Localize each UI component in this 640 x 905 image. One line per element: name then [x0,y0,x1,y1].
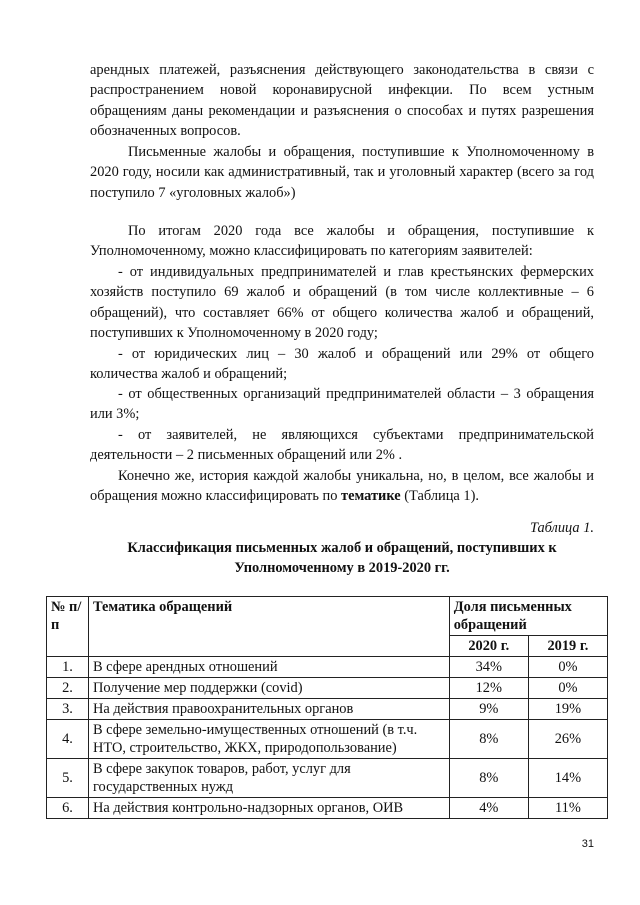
row-number: 1. [47,657,89,678]
row-value-2020: 4% [449,798,528,819]
table-header-row [47,597,608,636]
table-caption: Таблица 1. [530,520,594,536]
header-share: Доля письменных обращений [449,597,607,636]
paragraph-text: Конечно же, история каждой жалобы уникальна, но, в целом, все жалобы и обращения можно классифицировать по [90,468,594,505]
row-topic: В сфере земельно-имущественных отношений (в т.ч. НТО, строительство, ЖКХ, природопользование) [88,720,449,759]
list-item-legal-entities: - от юридических лиц – 30 жалоб и обращений или 29% от общего количества жалоб и обращений; [90,346,594,383]
paragraph-oral-requests: арендных платежей, разъяснения действующего законодательства в связи с распространением новой коронавирусной инфекции. По всем устным обращениям даны рекомендации и разъяснения о способах и путях разрешения обозначенных вопросов. [90,62,594,140]
table-row [47,678,608,699]
row-number: 6. [47,798,89,819]
list-item-public-organizations: - от общественных организаций предпринимателей области – 3 обращения или 3%; [90,386,594,423]
list-item-entrepreneurs: - от индивидуальных предпринимателей и глав крестьянских фермерских хозяйств поступило 69 жалоб и обращений (в том числе коллективные – 6 обращений), что составляет 66% от общего количества жалоб и обращений, поступивших к Уполномоченному в 2020 году; [90,264,594,342]
header-number: № п/п [47,597,89,657]
row-value-2020: 8% [449,720,528,759]
table-row [47,720,608,759]
table-row [47,798,608,819]
list-item-other-applicants: - от заявителей, не являющихся субъектами предпринимательской деятельности – 2 письменных обращений или 2% . [90,427,594,464]
row-value-2019: 14% [528,759,607,798]
page-number: 31 [581,838,594,850]
header-year-2020: 2020 г. [449,636,528,657]
table-row [47,759,608,798]
row-topic: В сфере арендных отношений [88,657,449,678]
row-value-2020: 9% [449,699,528,720]
row-value-2020: 12% [449,678,528,699]
emphasis-thematic: тематике [341,488,401,505]
row-value-2020: 34% [449,657,528,678]
row-topic: На действия контрольно-надзорных органов, ОИВ [88,798,449,819]
row-value-2019: 26% [528,720,607,759]
row-number: 4. [47,720,89,759]
row-value-2019: 19% [528,699,607,720]
row-value-2019: 0% [528,678,607,699]
header-year-2019: 2019 г. [528,636,607,657]
paragraph-written-complaints: Письменные жалобы и обращения, поступившие к Уполномоченному в 2020 году, носили как административный, так и уголовный характер (всего за год поступило 7 «уголовных жалоб») [90,144,594,201]
row-value-2020: 8% [449,759,528,798]
row-number: 3. [47,699,89,720]
row-value-2019: 0% [528,657,607,678]
row-topic: На действия правоохранительных органов [88,699,449,720]
paragraph-text-end: (Таблица 1). [400,488,479,505]
row-topic: Получение мер поддержки (covid) [88,678,449,699]
classification-table [46,596,608,819]
paragraph-thematic-classification [90,466,594,507]
row-value-2019: 11% [528,798,607,819]
table-title: Классификация письменных жалоб и обращений, поступивших к Уполномоченному в 2019-2020 гг. [127,540,557,577]
row-number: 2. [47,678,89,699]
row-number: 5. [47,759,89,798]
paragraph-classification-intro: По итогам 2020 года все жалобы и обращения, поступившие к Уполномоченному, можно классифицировать по категориям заявителей: [90,223,594,260]
table-row [47,657,608,678]
row-topic: В сфере закупок товаров, работ, услуг для государственных нужд [88,759,449,798]
header-topic: Тематика обращений [88,597,449,657]
table-row [47,699,608,720]
